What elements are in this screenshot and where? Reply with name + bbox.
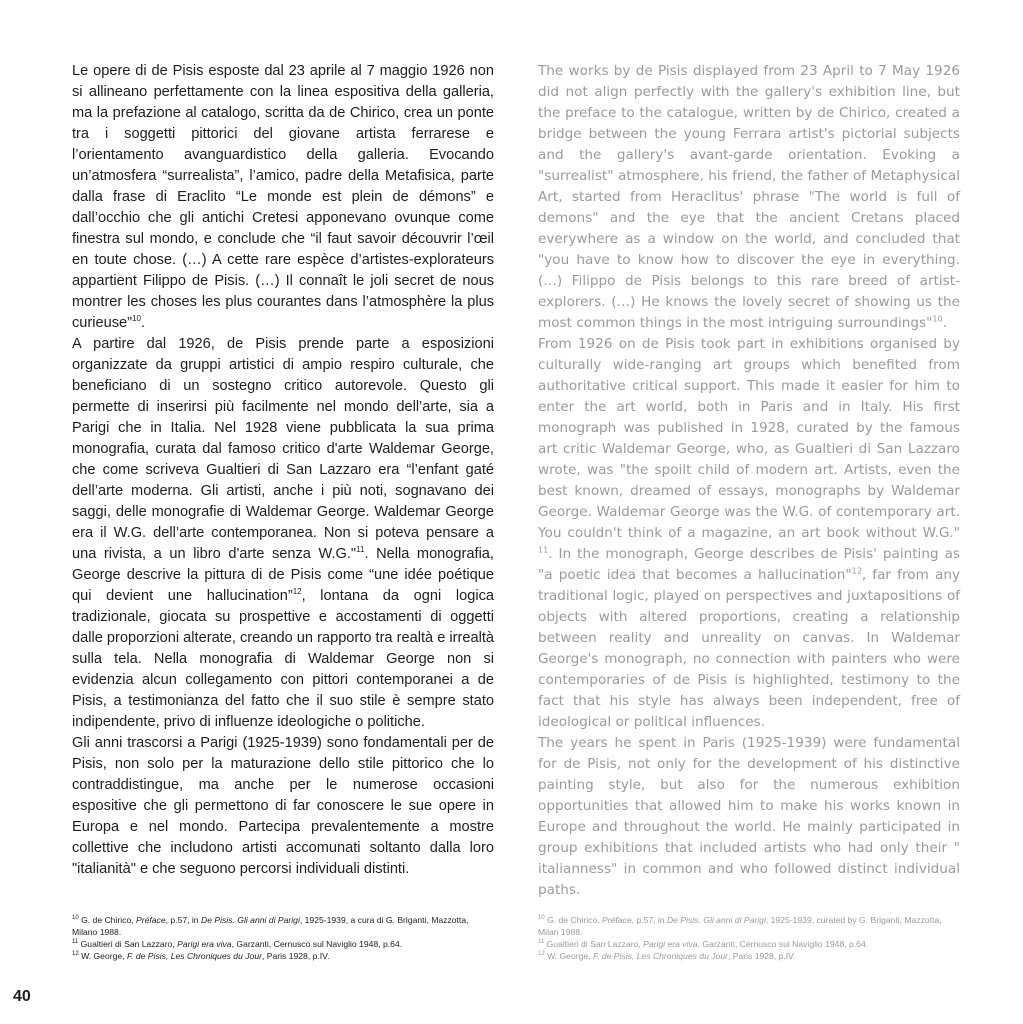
footnote-title: De Pisis. Gli anni di Parigi bbox=[666, 915, 766, 925]
footnote-text: W. George, bbox=[544, 951, 593, 961]
english-paragraph-3: The years he spent in Paris (1925-1939) were fundamental for de Pisis, not only for the development of his distinctive painting style, but also for the numerous exhibition opportunities that allowed him to make his works known in Europe and throughout the world. He mainly participated in group exhibitions that included artists who had only their " italianness" in common and who followed distinct individual paths. bbox=[538, 735, 960, 898]
footnote bbox=[72, 938, 494, 950]
footnote bbox=[72, 914, 494, 938]
footnote-text: , Paris 1928, p.IV. bbox=[261, 951, 330, 961]
english-footnotes bbox=[538, 914, 960, 962]
footnote-number: 11 bbox=[72, 939, 79, 946]
footnote-text: W. George, bbox=[78, 951, 127, 961]
page-number: 40 bbox=[13, 988, 31, 1005]
english-paragraph-1: The works by de Pisis displayed from 23 April to 7 May 1926 did not align perfectly with the gallery's exhibition line, but the preface to the catalogue, written by de Chirico, created a bridge between the young Ferrara artist's pictorial subjects and the gallery's avant-garde orientation. Evoking a "surrealist" atmosphere, his friend, the father of Metaphysical Art, started from Heraclitus' phrase "The world is full of demons" and the eye that the ancient Cretans placed everywhere as a window on the world, and concluded that "you have to know how to discover the eye in everything. (…) Filippo de Pisis belongs to this rare breed of artist-explorers. (…) He knows the lovely secret of showing us the most common things in the most intriguing surroundings"$^{10}$. bbox=[538, 63, 960, 331]
footnote bbox=[538, 950, 960, 962]
footnote-text: , p.57, in bbox=[165, 915, 201, 925]
footnote bbox=[538, 938, 960, 950]
footnote-text: , p.57, in bbox=[631, 915, 667, 925]
footnote-text: , Garzanti, Cernusco sul Naviglio 1948, p.64. bbox=[697, 939, 869, 949]
italian-paragraph-2: A partire dal 1926, de Pisis prende parte a esposizioni organizzate da gruppi artistici di ampio respiro culturale, che beneficiano di un sostegno critico autorevole. Questo gli permette di inserirsi più facilmente nel mondo dell’arte, sia a Parigi che in Italia. Nel 1928 viene pubblicata la sua prima monografia, curata dal famoso critico d'arte Waldemar George, che come scriveva Gualtieri di San Lazzaro era “l’enfant gaté dell’arte moderna. Gli artisti, anche i più noti, sognavano dei saggi, delle monografie di Waldemar George. Waldemar George era il W.G. dell’arte contemporanea. Non si poteva pensare a una rivista, a un libro d'arte senza W.G."$^{11}$. Nella monografia, George descrive la pittura di de Pisis come “une idée poétique qui devient une hallucination”$^{12}$, lontana da ogni logica tradizionale, giocata su prospettive e accostamenti di oggetti dalle proporzioni alterate, creando un rapporto tra realtà e irrealtà sulla tela. Nella monografia di Waldemar George non si evidenzia alcun collegamento con pittori contemporanei a de Pisis, a testimonianza del fatto che il suo stile è sempre stato indipendente, privo di influenze ideologiche o politiche. bbox=[72, 336, 494, 730]
italian-paragraph-3: Gli anni trascorsi a Parigi (1925-1939) sono fondamentali per de Pisis, non solo per la maturazione dello stile pittorico che lo contraddistingue, ma anche per le numerose occasioni espositive che gli permettono di far conoscere le sue opere in Europa e nel mondo. Partecipa prevalentemente a mostre collettive che includono artisti accomunati soltanto dalla loro "italianità" e che seguono percorsi individuali distinti. bbox=[72, 735, 494, 877]
footnote-ref-10: 10 bbox=[132, 314, 141, 324]
footnote-text: G. de Chirico, bbox=[78, 915, 136, 925]
italian-paragraph-1: Le opere di de Pisis esposte dal 23 aprile al 7 maggio 1926 non si allineano perfettamente con la linea espositiva della galleria, ma la prefazione al catalogo, scritta da de Chirico, crea un ponte tra i soggetti pittorici del giovane artista ferrarese e l’orientamento avanguardistico della galleria. Evocando un’atmosfera “surrealista”, l’amico, padre della Metafisica, parte dalla frase di Eraclito “Le monde est plein de démons” e dall’occhio che gli antichi Cretesi apponevano ovunque come finestra sul mondo, e conclude che “il faut savoir découvrir l’œil en toute chose. (…) A cette rare espèce d’artistes-explorateurs appartient Filippo de Pisis. (…) Il connaît le joli secret de nous montrer les choses les plus courantes dans l’atmosphère la plus curieuse”$^{10}$. bbox=[72, 63, 494, 331]
italian-text-column bbox=[72, 61, 494, 880]
footnote-text: Gualtieri di San Lazzaro, bbox=[78, 939, 178, 949]
footnote-title: F. de Pisis, Les Chroniques du Jour bbox=[126, 951, 262, 961]
footnote bbox=[72, 950, 494, 962]
footnote-text: , 1925-1939, curated by G. Briganti, Mazzotta, Milan 1988. bbox=[538, 915, 942, 937]
english-paragraph-2: From 1926 on de Pisis took part in exhibitions organised by culturally wide-ranging art groups which benefited from authoritative critical support. This made it easier for him to enter the art world, both in Paris and in Italy. His first monograph was published in 1928, curated by the famous art critic Waldemar George, who, as Gualtieri di San Lazzaro wrote, was "the spoilt child of modern art. Artists, even the best known, dreamed of essays, monographs by Waldemar George. Waldemar George was the W.G. of contemporary art. You couldn't think of a magazine, an art book without W.G." $^{11}$. In the monograph, George describes de Pisis' painting as "a poetic idea that becomes a hallucination"$^{12}$, far from any traditional logic, played on perspectives and juxtapositions of objects with altered proportions, creating a relationship between reality and unreality on canvas. In Waldemar George's monograph, no connection with painters who were contemporaries of de Pisis is highlighted, testimony to the fact that his style has always been independent, free of ideological or political influences. bbox=[538, 336, 960, 730]
footnote-number: 10 bbox=[538, 915, 545, 922]
footnote-text: Gualtieri di San Lazzaro, bbox=[544, 939, 644, 949]
footnote-number: 10 bbox=[72, 915, 79, 922]
footnote-number: 12 bbox=[538, 951, 545, 958]
footnote-text: G. de Chirico, bbox=[544, 915, 602, 925]
footnote-ref-11: 11 bbox=[538, 545, 549, 555]
footnote bbox=[538, 914, 960, 938]
footnote-title: Préface bbox=[136, 915, 166, 925]
footnote-title: Préface bbox=[602, 915, 632, 925]
footnote-ref-12: 12 bbox=[851, 566, 862, 576]
footnote-number: 11 bbox=[538, 939, 545, 946]
footnote-title: F. de Pisis, Les Chroniques du Jour bbox=[592, 951, 728, 961]
footnote-ref-11: 11 bbox=[356, 545, 365, 555]
footnote-title: Parigi era viva bbox=[643, 939, 698, 949]
footnote-title: Parigi era viva bbox=[177, 939, 232, 949]
footnote-ref-12: 12 bbox=[292, 587, 302, 597]
footnote-ref-10: 10 bbox=[932, 314, 943, 324]
english-text-column bbox=[538, 61, 960, 901]
italian-footnotes bbox=[72, 914, 494, 962]
footnote-number: 12 bbox=[72, 951, 79, 958]
footnote-text: , 1925-1939, a cura di G. Briganti, Mazzotta, Milano 1988. bbox=[72, 915, 469, 937]
footnote-text: , Paris 1928, p.IV. bbox=[727, 951, 796, 961]
footnote-text: , Garzanti, Cernusco sul Naviglio 1948, p.64. bbox=[231, 939, 403, 949]
footnote-title: De Pisis. Gli anni di Parigi bbox=[200, 915, 300, 925]
